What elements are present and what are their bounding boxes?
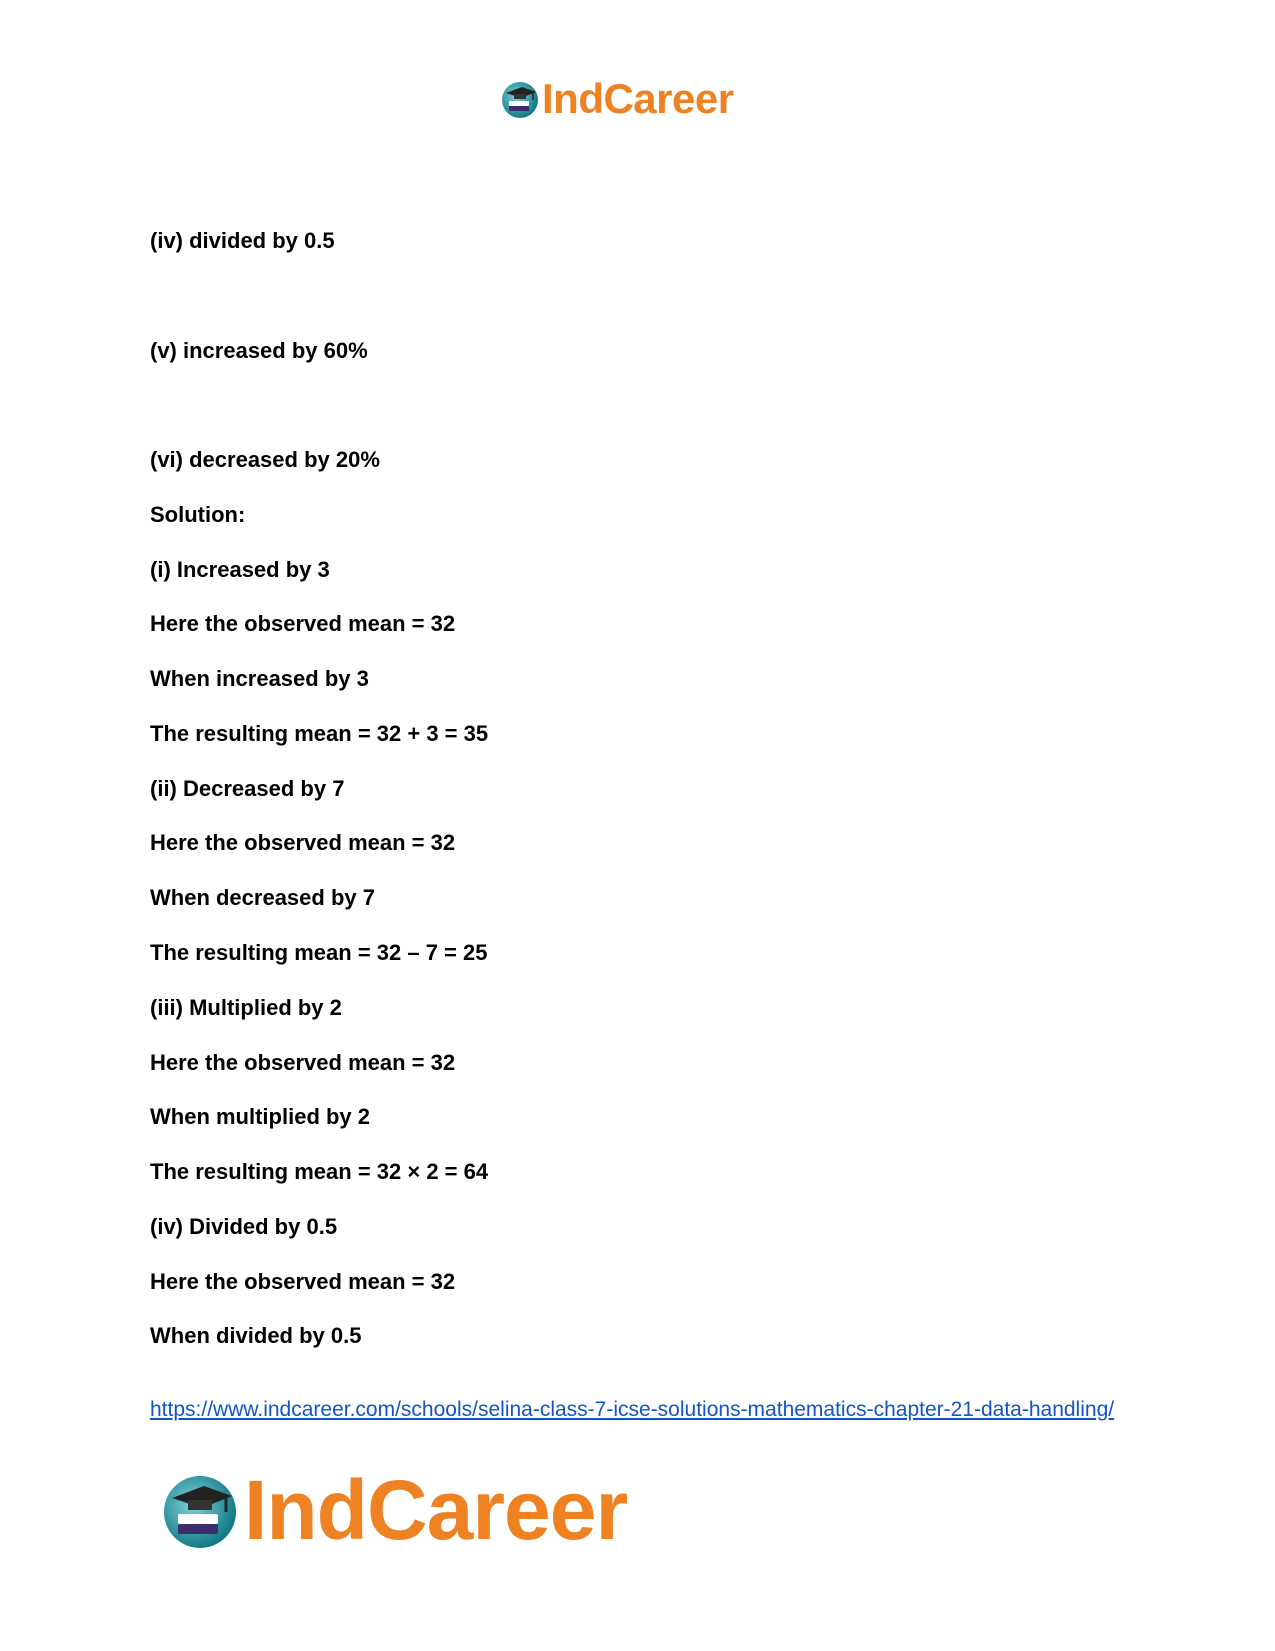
- brand-wordmark: IndCareer: [542, 75, 734, 122]
- text-line: (i) Increased by 3: [150, 557, 330, 582]
- footer-logo: [160, 1463, 628, 1557]
- text-line: When multiplied by 2: [150, 1104, 371, 1129]
- text-line: The resulting mean = 32 – 7 = 25: [150, 940, 488, 965]
- solution-heading: Solution:: [150, 502, 246, 527]
- graduation-cap-books-globe-icon: [500, 79, 540, 119]
- graduation-cap-books-globe-icon: [160, 1470, 240, 1550]
- text-line: (v) increased by 60%: [150, 338, 368, 363]
- text-line: (ii) Decreased by 7: [150, 776, 345, 801]
- text-line: Here the observed mean = 32: [150, 611, 456, 636]
- text-line: Here the observed mean = 32: [150, 1050, 456, 1075]
- source-link[interactable]: https://www.indcareer.com/schools/selina-class-7-icse-solutions-mathematics-chapter-21-data-handling/: [150, 1398, 1115, 1421]
- text-line: (iv) Divided by 0.5: [150, 1214, 338, 1239]
- text-line: (iv) divided by 0.5: [150, 228, 335, 253]
- text-line: When decreased by 7: [150, 885, 375, 910]
- brand-wordmark: IndCareer: [244, 1463, 628, 1557]
- text-line: When increased by 3: [150, 666, 369, 691]
- text-line: The resulting mean = 32 × 2 = 64: [150, 1159, 489, 1184]
- text-line: Here the observed mean = 32: [150, 830, 456, 855]
- header-logo: [500, 75, 734, 122]
- text-line: (iii) Multiplied by 2: [150, 995, 342, 1020]
- text-line: When divided by 0.5: [150, 1323, 362, 1348]
- text-line: Here the observed mean = 32: [150, 1269, 456, 1294]
- text-line: (vi) decreased by 20%: [150, 447, 380, 472]
- text-line: The resulting mean = 32 + 3 = 35: [150, 721, 489, 746]
